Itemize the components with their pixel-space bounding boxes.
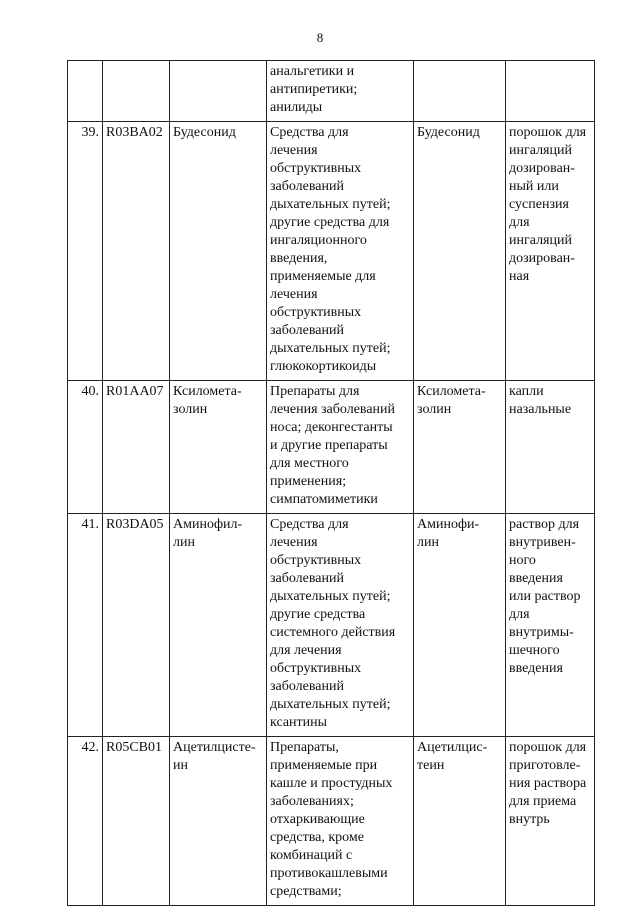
row-number-cell: 42. bbox=[68, 737, 103, 906]
atc-code-cell: R03BA02 bbox=[103, 122, 170, 381]
drug-name-cell: Аминофил- лин bbox=[170, 514, 267, 737]
inn-cell: Аминофи- лин bbox=[414, 514, 506, 737]
atc-code-cell: R01AA07 bbox=[103, 381, 170, 514]
dosage-form-cell: порошок для ингаляций дозирован- ный или суспензия для ингаляций дозирован- ная bbox=[506, 122, 595, 381]
pharm-group-cell: Средства для лечения обструктивных заболеваний дыхательных путей; другие средства для ингаляционного введения, применяемые для лечения обструктивных заболеваний дыхательных путей; глюкокортикоиды bbox=[267, 122, 414, 381]
dosage-form-cell bbox=[506, 61, 595, 122]
dosage-form-cell: капли назальные bbox=[506, 381, 595, 514]
table-row bbox=[68, 737, 595, 906]
pharm-group-cell: Препараты, применяемые при кашле и простудных заболеваниях; отхаркивающие средства, кроме комбинаций с противокашлевыми средствами; bbox=[267, 737, 414, 906]
pharm-group-cell: анальгетики и антипиретики; анилиды bbox=[267, 61, 414, 122]
dosage-form-cell: раствор для внутривен- ного введения или раствор для внутримы- шечного введения bbox=[506, 514, 595, 737]
dosage-form-cell: порошок для приготовле- ния раствора для приема внутрь bbox=[506, 737, 595, 906]
pharm-group-cell: Средства для лечения обструктивных заболеваний дыхательных путей; другие средства системного действия для лечения обструктивных заболеваний дыхательных путей; ксантины bbox=[267, 514, 414, 737]
table-row bbox=[68, 122, 595, 381]
drug-name-cell: Ацетилцисте- ин bbox=[170, 737, 267, 906]
row-number-cell: 39. bbox=[68, 122, 103, 381]
row-number-cell bbox=[68, 61, 103, 122]
page-number: 8 bbox=[316, 30, 324, 45]
atc-code-cell bbox=[103, 61, 170, 122]
table-row bbox=[68, 61, 595, 122]
inn-cell: Ацетилцис- теин bbox=[414, 737, 506, 906]
row-number-cell: 40. bbox=[68, 381, 103, 514]
table-row bbox=[68, 381, 595, 514]
drug-table bbox=[67, 60, 595, 906]
atc-code-cell: R03DA05 bbox=[103, 514, 170, 737]
inn-cell: Ксиломета- золин bbox=[414, 381, 506, 514]
row-number-cell: 41. bbox=[68, 514, 103, 737]
drug-name-cell bbox=[170, 61, 267, 122]
pharm-group-cell: Препараты для лечения заболеваний носа; деконгестанты и другие препараты для местного применения; симпатомиметики bbox=[267, 381, 414, 514]
atc-code-cell: R05CB01 bbox=[103, 737, 170, 906]
inn-cell: Будесонид bbox=[414, 122, 506, 381]
inn-cell bbox=[414, 61, 506, 122]
drug-name-cell: Будесонид bbox=[170, 122, 267, 381]
drug-name-cell: Ксиломета- золин bbox=[170, 381, 267, 514]
table-row bbox=[68, 514, 595, 737]
